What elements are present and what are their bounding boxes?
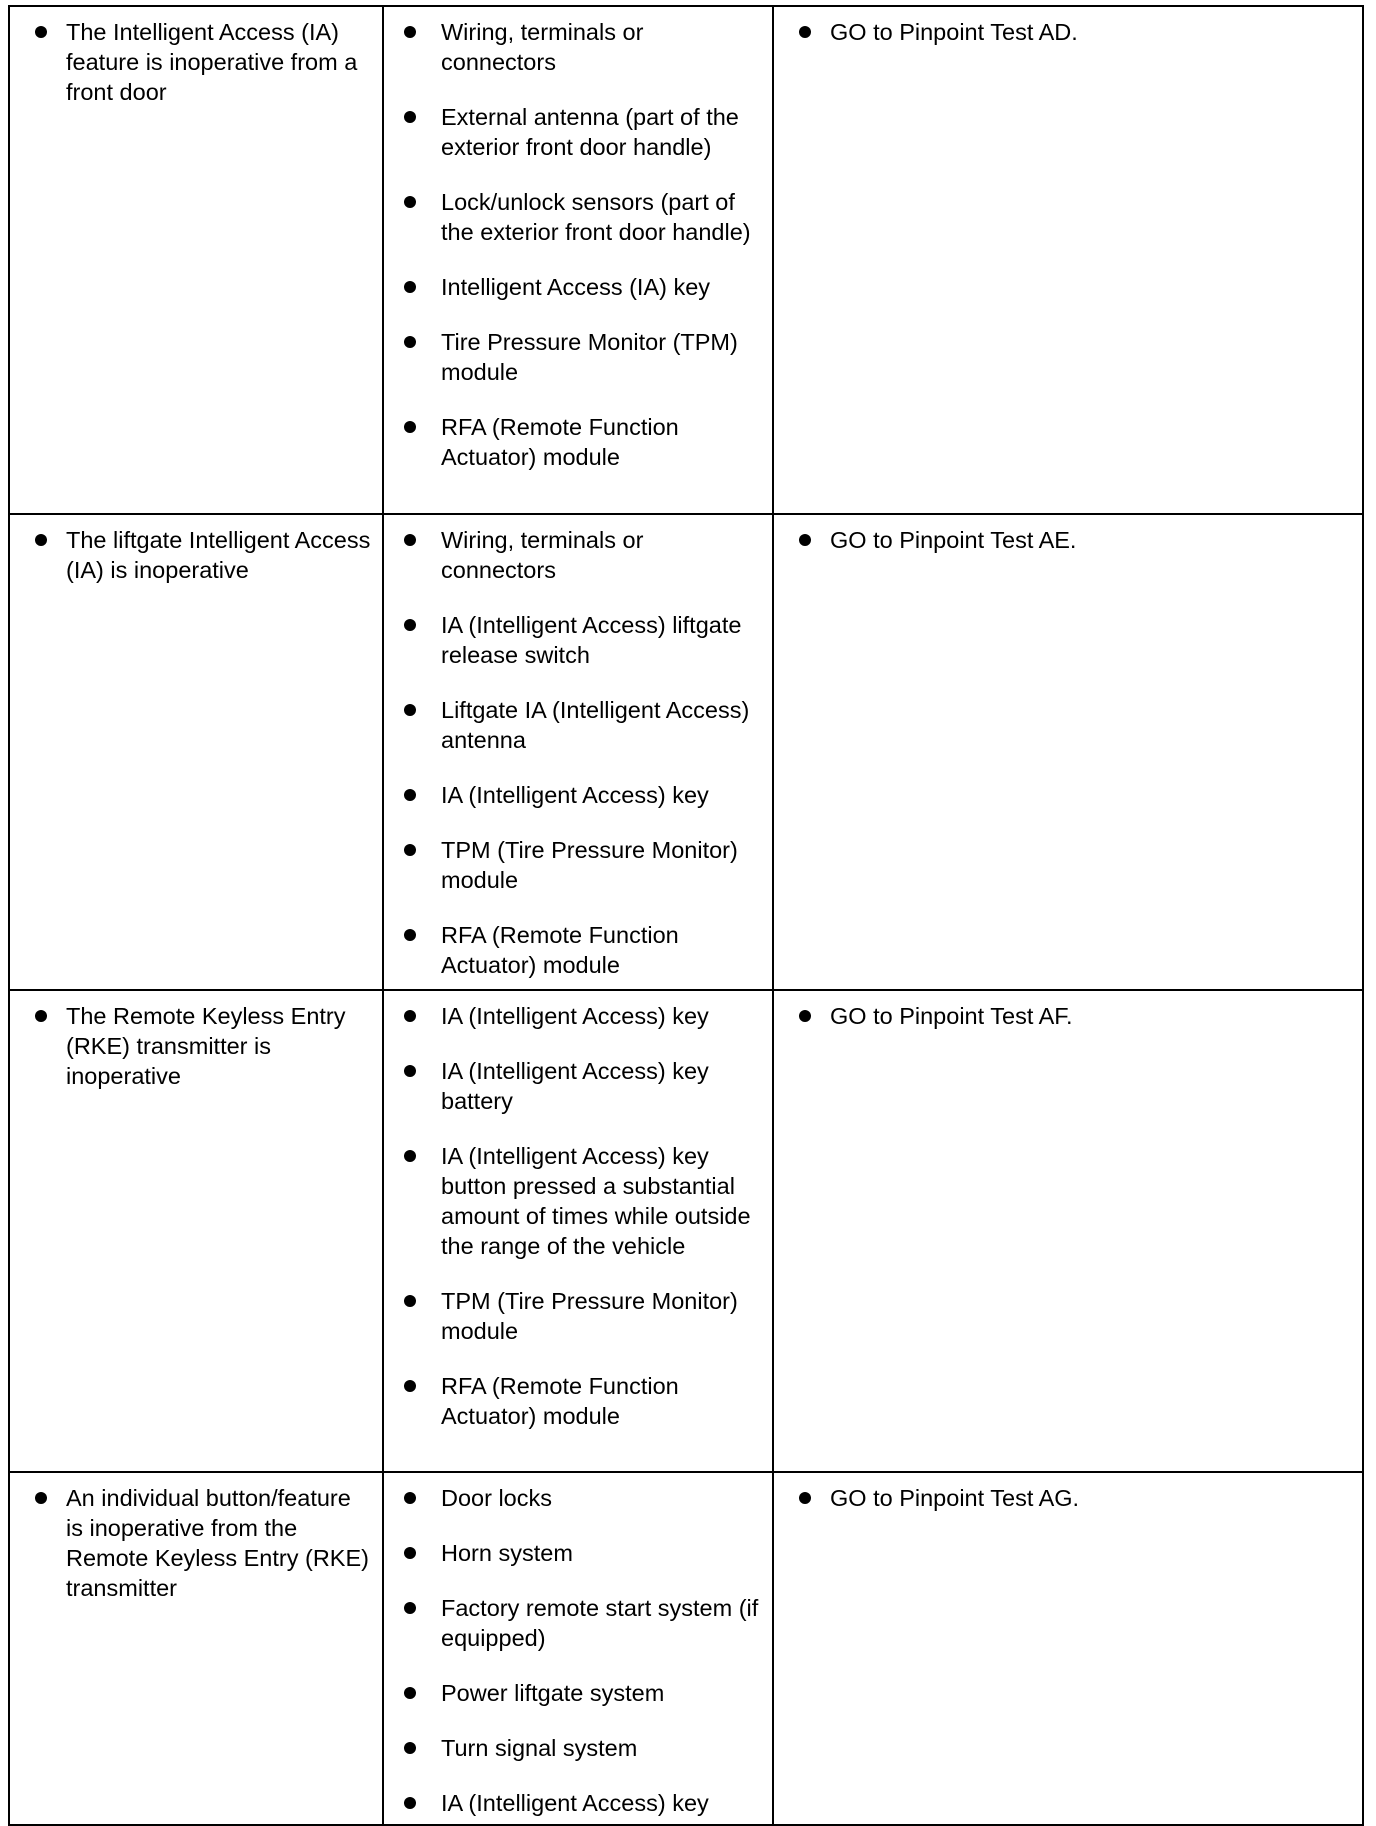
action-cell [773, 990, 1363, 1472]
cause-text: IA (Intelligent Access) key battery [441, 1058, 709, 1114]
list-item [384, 412, 764, 472]
bullet-icon [799, 26, 811, 38]
cause-text: TPM (Tire Pressure Monitor) module [441, 837, 738, 893]
list-item [774, 525, 1354, 555]
action-cell [773, 514, 1363, 990]
list-item [384, 1001, 764, 1031]
table-row [9, 514, 1363, 990]
cause-text: Door locks [441, 1485, 553, 1511]
list-item [10, 525, 374, 585]
bullet-icon [799, 1010, 811, 1022]
list-item [384, 272, 764, 302]
cause-text: Factory remote start system (if equipped) [441, 1595, 759, 1651]
symptom-text: The liftgate Intelligent Access (IA) is inoperative [66, 527, 371, 583]
bullet-icon [404, 704, 416, 716]
action-text: GO to Pinpoint Test AD. [830, 19, 1078, 45]
symptom-chart-table [8, 5, 1364, 1826]
cause-text: IA (Intelligent Access) key [441, 1003, 709, 1029]
possible-sources-cell [383, 514, 773, 990]
cause-text: IA (Intelligent Access) key [441, 782, 709, 808]
bullet-icon [404, 1295, 416, 1307]
bullet-icon [35, 534, 47, 546]
list-item [384, 610, 764, 670]
bullet-icon [799, 534, 811, 546]
bullet-icon [404, 1602, 416, 1614]
possible-sources-cell [383, 6, 773, 514]
cause-text: Wiring, terminals or connectors [441, 19, 644, 75]
bullet-icon [404, 1065, 416, 1077]
list-item [384, 1678, 764, 1708]
bullet-icon [404, 26, 416, 38]
list-item [384, 920, 764, 980]
bullet-icon [404, 196, 416, 208]
bullet-icon [404, 1492, 416, 1504]
cause-text: Lock/unlock sensors (part of the exterior front door handle) [441, 189, 751, 245]
list-item [384, 1056, 764, 1116]
list-item [384, 187, 764, 247]
action-text: GO to Pinpoint Test AF. [830, 1003, 1073, 1029]
cause-text: Intelligent Access (IA) key [441, 274, 711, 300]
table-row [9, 6, 1363, 514]
bullet-icon [404, 111, 416, 123]
bullet-icon [404, 1150, 416, 1162]
bullet-icon [35, 1492, 47, 1504]
bullet-icon [35, 1010, 47, 1022]
list-item [384, 1788, 764, 1818]
cause-text: Wiring, terminals or connectors [441, 527, 644, 583]
list-item [384, 327, 764, 387]
action-cell [773, 1472, 1363, 1825]
list-item [384, 1286, 764, 1346]
symptom-cell [9, 1472, 383, 1825]
action-text: GO to Pinpoint Test AG. [830, 1485, 1080, 1511]
bullet-icon [404, 336, 416, 348]
list-item [774, 17, 1354, 47]
bullet-icon [404, 534, 416, 546]
list-item [384, 1141, 764, 1261]
cause-text: Tire Pressure Monitor (TPM) module [441, 329, 738, 385]
list-item [384, 1371, 764, 1431]
list-item [384, 1593, 764, 1653]
possible-sources-cell [383, 990, 773, 1472]
symptom-text: The Intelligent Access (IA) feature is inoperative from a front door [66, 19, 358, 105]
list-item [774, 1001, 1354, 1031]
cause-text: IA (Intelligent Access) key button pressed a substantial amount of times while outside the range of the vehicle [441, 1143, 751, 1259]
table-row [9, 1472, 1363, 1825]
list-item [384, 835, 764, 895]
list-item [384, 780, 764, 810]
list-item [774, 1483, 1354, 1513]
bullet-icon [404, 1797, 416, 1809]
bullet-icon [404, 1380, 416, 1392]
bullet-icon [799, 1492, 811, 1504]
bullet-icon [404, 1687, 416, 1699]
list-item [384, 1733, 764, 1763]
list-item [384, 102, 764, 162]
list-item [384, 1538, 764, 1568]
symptom-text: The Remote Keyless Entry (RKE) transmitter is inoperative [66, 1003, 346, 1089]
cause-text: TPM (Tire Pressure Monitor) module [441, 1288, 738, 1344]
list-item [10, 1483, 374, 1603]
cause-text: Power liftgate system [441, 1680, 665, 1706]
action-cell [773, 6, 1363, 514]
list-item [384, 17, 764, 77]
cause-text: RFA (Remote Function Actuator) module [441, 414, 679, 470]
symptom-text: An individual button/feature is inoperative from the Remote Keyless Entry (RKE) transmitter [66, 1485, 369, 1601]
table-row [9, 990, 1363, 1472]
possible-sources-cell [383, 1472, 773, 1825]
symptom-cell [9, 990, 383, 1472]
cause-text: Liftgate IA (Intelligent Access) antenna [441, 697, 750, 753]
cause-text: Horn system [441, 1540, 573, 1566]
bullet-icon [35, 26, 47, 38]
bullet-icon [404, 1742, 416, 1754]
list-item [384, 1483, 764, 1513]
bullet-icon [404, 1547, 416, 1559]
cause-text: RFA (Remote Function Actuator) module [441, 1373, 679, 1429]
bullet-icon [404, 844, 416, 856]
symptom-cell [9, 514, 383, 990]
bullet-icon [404, 929, 416, 941]
cause-text: IA (Intelligent Access) liftgate release switch [441, 612, 742, 668]
bullet-icon [404, 421, 416, 433]
cause-text: External antenna (part of the exterior front door handle) [441, 104, 739, 160]
list-item [384, 525, 764, 585]
list-item [384, 695, 764, 755]
list-item [10, 17, 374, 107]
action-text: GO to Pinpoint Test AE. [830, 527, 1077, 553]
bullet-icon [404, 1010, 416, 1022]
bullet-icon [404, 281, 416, 293]
cause-text: RFA (Remote Function Actuator) module [441, 922, 679, 978]
cause-text: Turn signal system [441, 1735, 638, 1761]
symptom-cell [9, 6, 383, 514]
bullet-icon [404, 619, 416, 631]
cause-text: IA (Intelligent Access) key [441, 1790, 709, 1816]
bullet-icon [404, 789, 416, 801]
list-item [10, 1001, 374, 1091]
